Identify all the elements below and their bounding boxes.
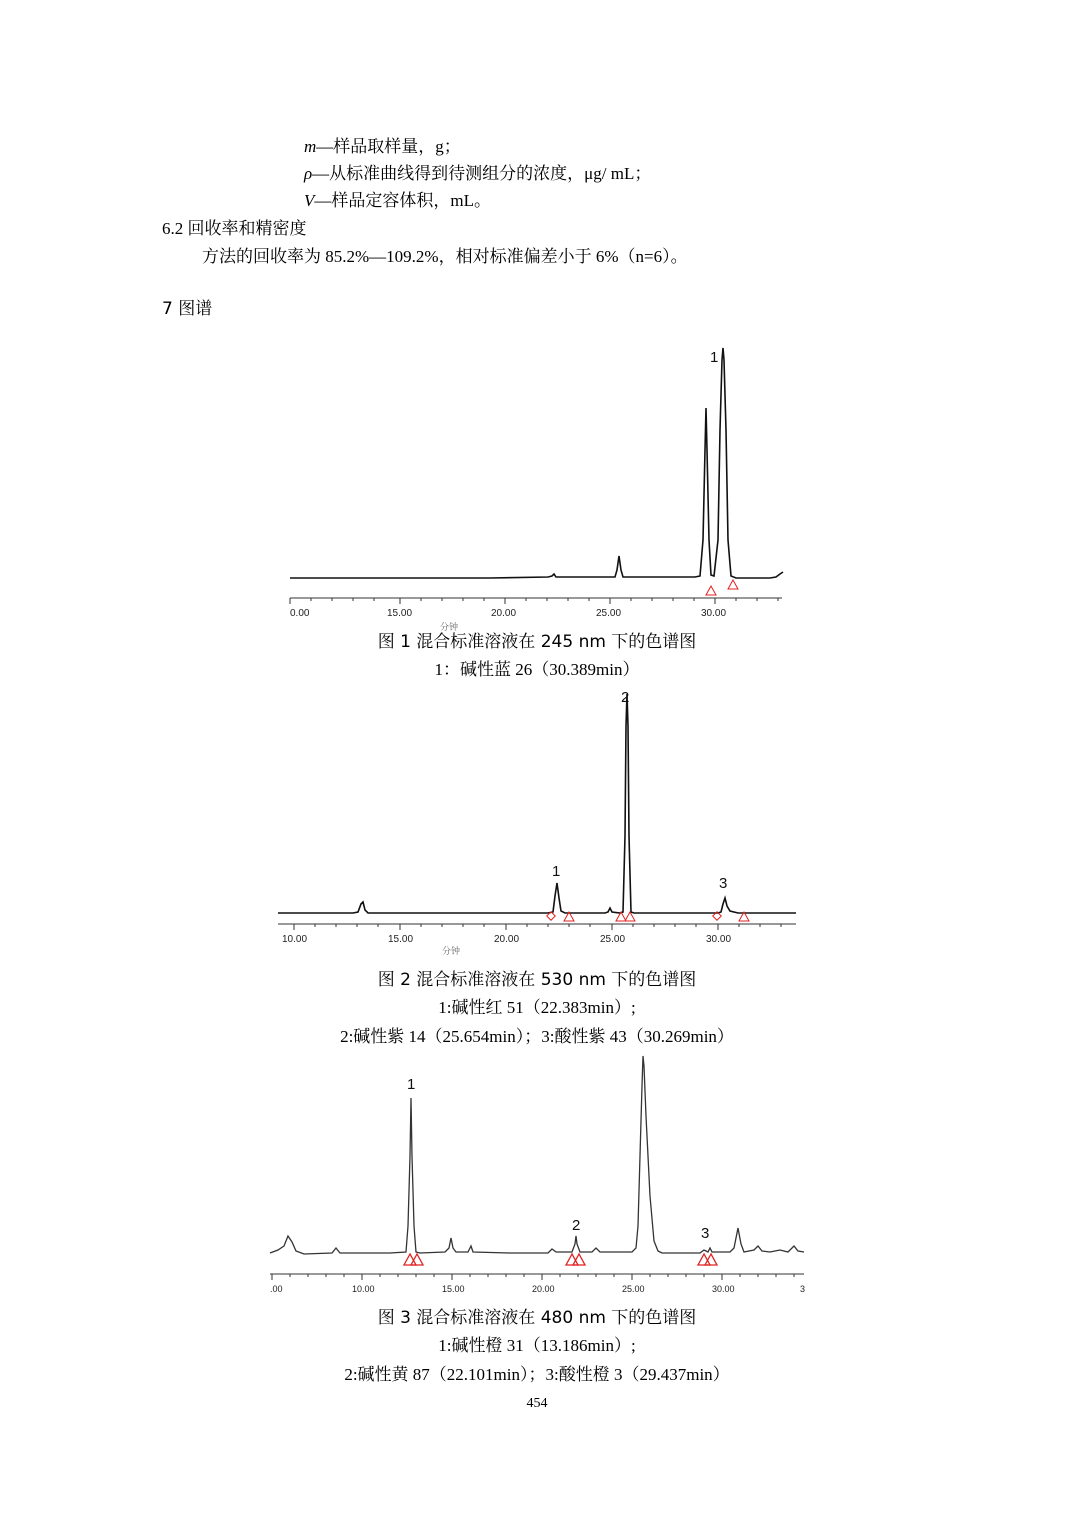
x-axis-ticks [290, 598, 778, 604]
tick-label: 10.00 [352, 1284, 375, 1294]
figure-2-legend-line-2: 2:碱性紫 14（25.654min）；3:酸性紫 43（30.269min） [340, 1027, 734, 1046]
tick-label: 15.00 [387, 608, 413, 619]
chromatogram-trace [270, 1056, 804, 1254]
peak-label: 1 [710, 349, 719, 366]
chromatogram-figure-1 [290, 340, 790, 630]
peak-marker [706, 586, 716, 595]
peak-marker [728, 580, 738, 589]
peak-label: 3 [719, 875, 728, 892]
definition-rho [304, 163, 651, 185]
peak-label: 1 [552, 863, 561, 880]
section-6-2-heading: 6.2 回收率和精密度 [162, 219, 307, 238]
definition-symbol: m [304, 137, 317, 156]
figure-3-legend-line-1: 1:碱性橙 31（13.186min）; [438, 1336, 636, 1355]
peak-label: 1 [407, 1076, 416, 1093]
tick-label: 20.00 [494, 934, 520, 945]
figure-1-legend: 1：碱性蓝 26（30.389min） [434, 660, 640, 679]
x-axis-ticks [272, 1274, 794, 1280]
tick-label: 25.00 [596, 608, 622, 619]
chromatogram-trace [290, 348, 783, 578]
x-axis-unit: 分钟 [442, 946, 461, 956]
chromatogram-figure-3 [270, 1056, 806, 1304]
page-number: 454 [526, 1396, 548, 1411]
tick-label: 0.00 [290, 608, 310, 619]
x-axis-ticks [294, 924, 781, 930]
tick-label: 15.00 [388, 934, 414, 945]
figure-1-caption: 图 1 混合标准溶液在 245 nm 下的色谱图 [377, 632, 697, 652]
tick-label: 10.00 [282, 934, 308, 945]
definition-symbol: V [304, 191, 315, 210]
section-7-heading: 7 图谱 [162, 299, 213, 319]
tick-label: 20.00 [491, 608, 517, 619]
figure-3-legend-line-2: 2:碱性黄 87（22.101min）；3:酸性橙 3（29.437min） [344, 1365, 730, 1384]
tick-label: 20.00 [532, 1284, 555, 1294]
tick-label: 25.00 [600, 934, 626, 945]
chromatogram-figure-2 [278, 686, 798, 961]
definition-text: —从标准曲线得到待测组分的浓度，μg/ mL； [312, 164, 652, 183]
figure-2-legend-line-1: 1:碱性红 51（22.383min）; [438, 998, 636, 1017]
peak-label: 2 [572, 1217, 581, 1234]
tick-label: 30.00 [712, 1284, 735, 1294]
peak-label: 3 [701, 1225, 710, 1242]
tick-label: 15.00 [442, 1284, 465, 1294]
tick-label: .00 [270, 1284, 283, 1294]
definition-text: —样品定容体积，mL。 [314, 191, 491, 210]
tick-label: 25.00 [622, 1284, 645, 1294]
definition-symbol: ρ [304, 164, 313, 183]
section-6-2-body: 方法的回收率为 85.2%—109.2%，相对标准偏差小于 6%（n=6）。 [202, 247, 688, 266]
x-axis-unit: 分钟 [440, 622, 459, 632]
tick-label: 30.00 [706, 934, 732, 945]
figure-2-caption: 图 2 混合标准溶液在 530 nm 下的色谱图 [377, 970, 697, 990]
definition-m [304, 136, 461, 158]
tick-label: 30.00 [701, 608, 727, 619]
definition-v [304, 190, 491, 212]
tick-label: 3 [800, 1284, 806, 1294]
definition-text: —样品取样量，g； [316, 137, 461, 156]
peak-label: 2 [621, 689, 630, 706]
figure-3-caption: 图 3 混合标准溶液在 480 nm 下的色谱图 [377, 1308, 697, 1328]
